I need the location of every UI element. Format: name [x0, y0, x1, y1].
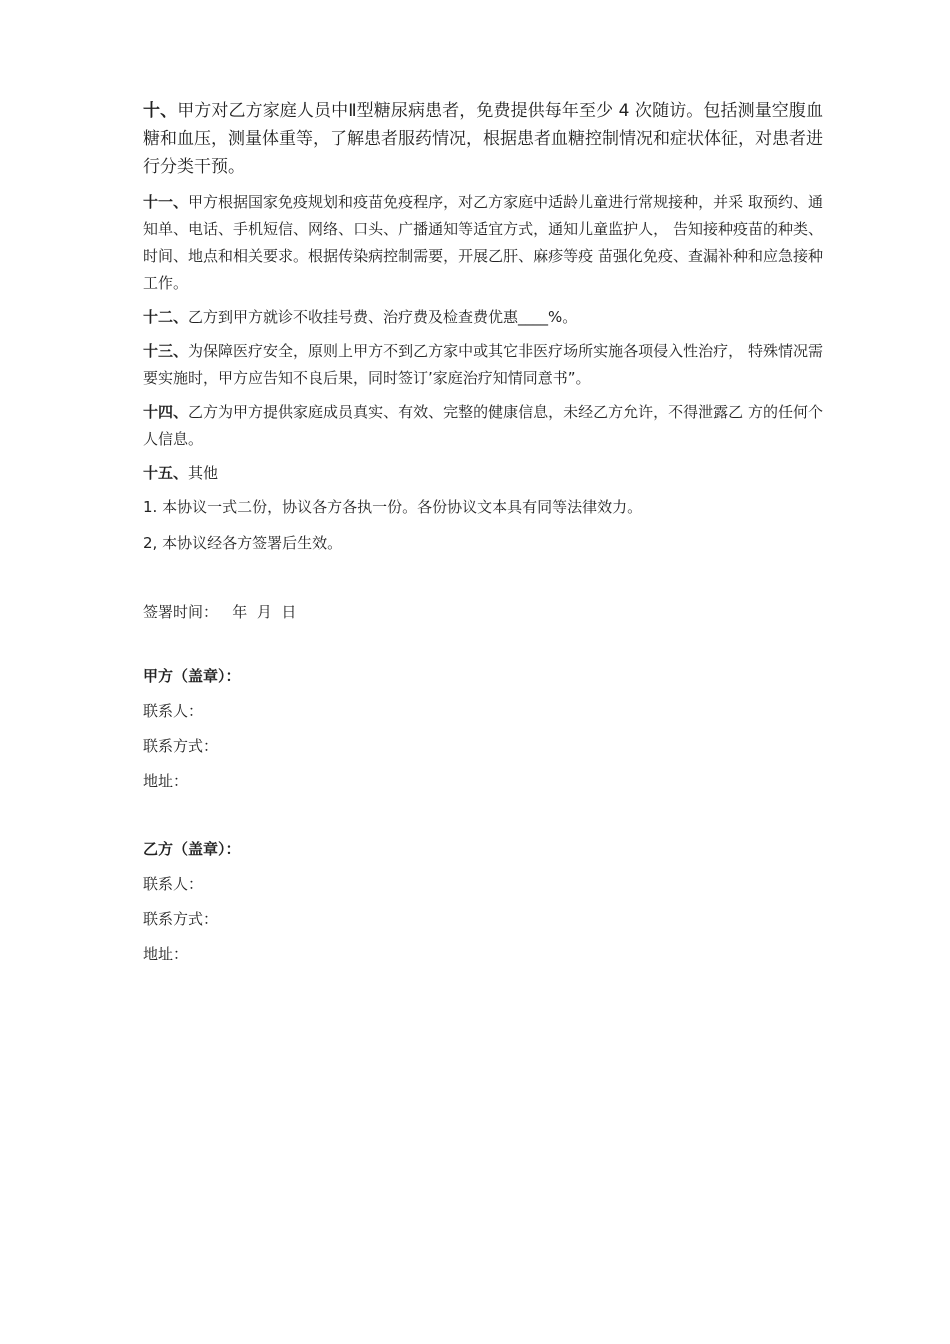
clause-text: 其他	[188, 464, 219, 482]
clause-13	[143, 338, 823, 392]
party-b-title: 乙方（盖章）：	[143, 840, 241, 858]
party-b-contact-method: 联系方式：	[143, 910, 219, 928]
clause-text: 甲方根据国家免疫规划和疫苗免疫程序，对乙方家庭中适龄儿童进行常规接种，并采 取预约、通知单、电话、手机短信、网络、口头、广播通知等适宜方式，通知儿童监护人， 告知接种疫苗的种类、时间、地点和相关要求。根据传染病控制需要，开展乙肝、麻疹等疫 苗强化免疫、查漏补种和应急接种工作。	[143, 193, 823, 292]
clause-text: 为保障医疗安全，原则上甲方不到乙方家中或其它非医疗场所实施各项侵入性治疗， 特殊情况需要实施时，甲方应告知不良后果，同时签订’家庭治疗知情同意书”。	[143, 342, 823, 387]
party-a-contact-method: 联系方式：	[143, 737, 219, 755]
party-a-address: 地址：	[143, 772, 189, 790]
clause-14	[143, 399, 823, 453]
clause-number: 十四、	[143, 403, 189, 421]
document-body	[143, 97, 823, 976]
party-b-block	[143, 836, 823, 968]
clause-10	[143, 97, 823, 181]
clause-number: 十二、	[143, 308, 189, 326]
clause-text: 甲方对乙方家庭人员中Ⅱ型糖尿病患者，免费提供每年至少 4 次随访。包括测量空腹血糖和血压，测量体重等，了解患者服药情况，根据患者血糖控制情况和症状体征，对患者进行分类干预。	[143, 101, 823, 177]
party-a-title: 甲方（盖章）：	[143, 667, 241, 685]
party-a-contact-person: 联系人：	[143, 702, 204, 720]
clause-text: 乙方到甲方就诊不收挂号费、治疗费及检查费优惠____%。	[188, 308, 578, 326]
clause-15	[143, 460, 823, 487]
list-item: 2, 本协议经各方签署后生效。	[143, 534, 343, 552]
clause-number: 十、	[143, 101, 178, 121]
party-b-contact-person: 联系人：	[143, 875, 204, 893]
clause-number: 十三、	[143, 342, 189, 360]
party-a-block	[143, 663, 823, 795]
signing-date: 签署时间： 年 月 日	[143, 603, 297, 621]
party-b-address: 地址：	[143, 945, 189, 963]
list-item: 1. 本协议一式二份，协议各方各执一份。各份协议文本具有同等法律效力。	[143, 498, 643, 516]
clause-12	[143, 304, 823, 331]
clause-11	[143, 189, 823, 297]
clause-number: 十五、	[143, 464, 189, 482]
clause-text: 乙方为甲方提供家庭成员真实、有效、完整的健康信息，未经乙方允许，不得泄露乙 方的任何个人信息。	[143, 403, 823, 448]
clause-number: 十一、	[143, 193, 189, 211]
